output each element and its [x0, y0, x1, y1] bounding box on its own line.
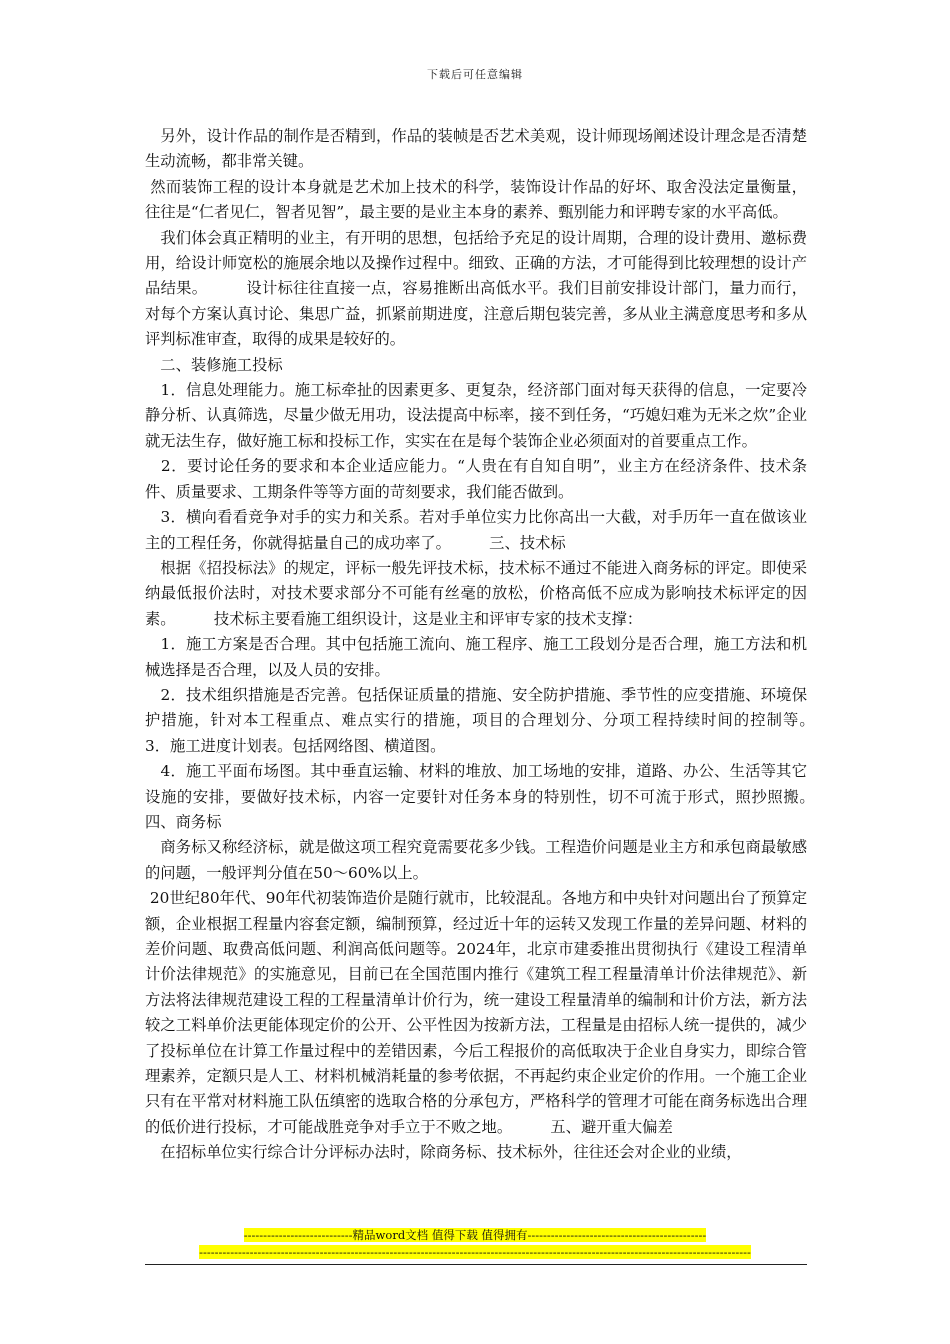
paragraph-competitors: 3．横向看看竞争对手的实力和关系。若对手单位实力比你高出一大截，对手历年一直在做该业主的工程任务，你就得掂量自己的成功率了。 三、技术标 [145, 508, 807, 552]
footer-dash-line [0, 1244, 950, 1261]
footer-rule [145, 1264, 807, 1265]
paragraph-commercial-bid: 商务标又称经济标，就是做这项工程究竟需要花多少钱。工程造价问题是业主方和承包商最敏感的问题，一般评判分值在50～60%以上。 [145, 838, 807, 882]
footer-dash-text: ---------------------------------------------------------------------------------------------------------------------------------------------- [199, 1245, 751, 1259]
paragraph-info-processing: 1．信息处理能力。施工标牵扯的因素更多、更复杂，经济部门面对每天获得的信息，一定要冷静分析、认真筛选，尽量少做无用功，设法提高中标率，接不到任务，“巧媳妇难为无米之炊”企业就无法生存，做好施工标和投标工作，实实在在是每个装饰企业必须面对的首要重点工作。 [145, 381, 807, 450]
paragraph-site-layout: 4．施工平面布场图。其中垂直运输、材料的堆放、加工场地的安排，道路、办公、生活等其它设施的安排，要做好技术标，内容一定要针对任务本身的特别性，切不可流于形式，照抄照搬。 四、商务标 [145, 762, 853, 831]
footer-banner [0, 1227, 950, 1244]
footer-banner-text: ----------------------------精品word文档 值得下载 值得拥有---------------------------------------------- [243, 1228, 707, 1242]
section-heading-construction-bid: 二、装修施工投标 [145, 355, 283, 374]
page-header-note: 下载后可任意编辑 [427, 68, 523, 81]
paragraph-task-requirements: 2．要讨论任务的要求和本企业适应能力。“人贵在有自知自明”，业主方在经济条件、技术条件、质量要求、工期条件等等方面的苛刻要求，我们能否做到。 [145, 457, 807, 501]
paragraph-design-production: 另外，设计作品的制作是否精到，作品的装帧是否艺术美观，设计师现场阐述设计理念是否清楚生动流畅，都非常关键。 [145, 127, 807, 171]
paragraph-technical-measures: 2．技术组织措施是否完善。包括保证质量的措施、安全防护措施、季节性的应变措施、环境保护措施，针对本工程重点、难点实行的措施，项目的合理划分、分项工程持续时间的控制等。 3．施工进度计划表。包括网络图、横道图。 [145, 685, 853, 755]
paragraph-pricing-history: 20世纪80年代、90年代初装饰造价是随行就市，比较混乱。各地方和中央针对问题出台了预算定额，企业根据工程量内容套定额，编制预算，经过近十年的运转又发现工作量的差异问题、材料的差价问题、取费高低问题、利润高低问题等。2024年，北京市建委推出贯彻执行《建设工程清单计价法律规范》的实施意见，目前已在全国范围内推行《建筑工程工程量清单计价法律规范》、新方法将法律规范建设工程的工程量清单计价行为，统一建设工程量清单的编制和计价方法，新方法较之工料单价法更能体现定价的公开、公平性因为按新方法，工程量是由招标人统一提供的，减少了投标单位在计算工作量过程中的差错因素，今后工程报价的高低取决于企业自身实力，即综合管理素养，定额只是人工、材料机械消耗量的参考依据，不再起约束企业定价的作用。一个施工企业只有在平常对材料施工队伍缜密的选取合格的分承包方，严格科学的管理才可能在商务标选出合理的低价进行投标，才可能战胜竞争对手立于不败之地。 五、避开重大偏差 [145, 889, 807, 1136]
paragraph-construction-plan: 1．施工方案是否合理。其中包括施工流向、施工程序、施工工段划分是否合理，施工方法和机械选择是否合理，以及人员的安排。 [145, 635, 807, 679]
paragraph-design-experience: 我们体会真正精明的业主，有开明的思想，包括给予充足的设计周期，合理的设计费用、邀标费用，给设计师宽松的施展余地以及操作过程中。细致、正确的方法，才可能得到比较理想的设计产品结果。 设计标往往直接一点，容易推断出高低水平。我们目前安排设计部门，量力而行，对每个方案认真讨论、集思广益，抓紧前期进度，注意后期包装完善，多从业主满意度思考和多从评判标准审查，取得的成果是较好的。 [145, 228, 807, 349]
paragraph-comprehensive-scoring: 在招标单位实行综合计分评标办法时，除商务标、技术标外，往往还会对企业的业绩， [145, 1143, 742, 1162]
paragraph-design-evaluation: 然而装饰工程的设计本身就是艺术加上技术的科学，装饰设计作品的好坏、取舍没法定量衡量，往往是“仁者见仁，智者见智”，最主要的是业主本身的素养、甄别能力和评聘专家的水平高低。 [145, 177, 807, 222]
document-body [145, 124, 853, 1166]
paragraph-technical-bid: 根据《招投标法》的规定，评标一般先评技术标，技术标不通过不能进入商务标的评定。即使采纳最低报价法时，对技术要求部分不可能有丝毫的放松，价格高低不应成为影响技术标评定的因素。 技术标主要看施工组织设计，这是业主和评审专家的技术支撑： [145, 558, 807, 628]
